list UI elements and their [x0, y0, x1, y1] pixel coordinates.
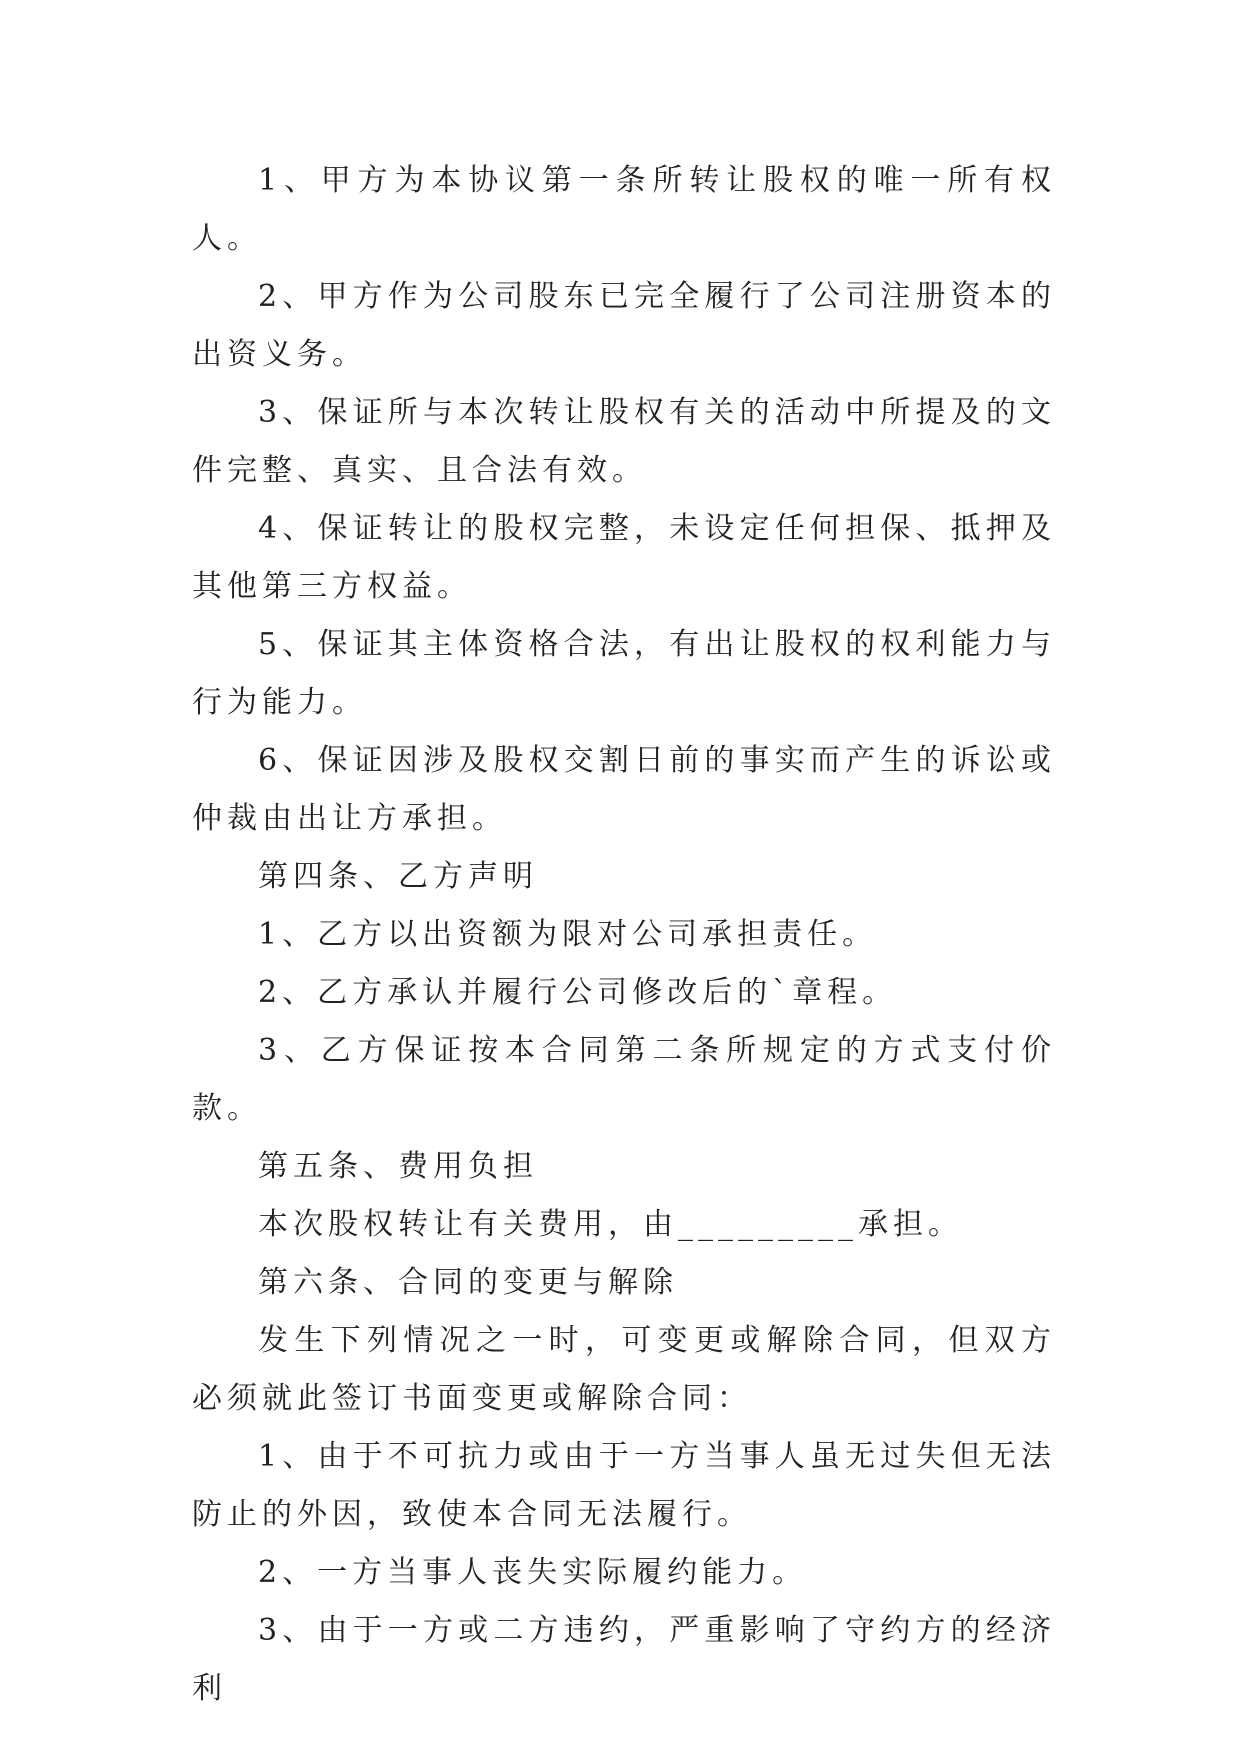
clause-party-a-5: 5、保证其主体资格合法，有出让股权的权利能力与行为能力。	[192, 627, 1056, 720]
clause-party-a-3: 3、保证所与本次转让股权有关的活动中所提及的文件完整、真实、且合法有效。	[192, 395, 1056, 488]
termination-condition-1: 1、由于不可抗力或由于一方当事人虽无过失但无法防止的外因，致使本合同无法履行。	[192, 1439, 1056, 1532]
termination-condition-2: 2、一方当事人丧失实际履约能力。	[258, 1555, 808, 1590]
article-5-heading: 第五条、费用负担	[258, 1149, 538, 1184]
article-4-heading: 第四条、乙方声明	[258, 859, 538, 894]
termination-condition-3: 3、由于一方或二方违约，严重影响了守约方的经济利	[192, 1613, 1056, 1706]
document-body	[192, 152, 1056, 1718]
clause-party-b-1: 1、乙方以出资额为限对公司承担责任。	[258, 917, 878, 952]
clause-party-a-6: 6、保证因涉及股权交割日前的事实而产生的诉讼或仲裁由出让方承担。	[192, 743, 1056, 836]
clause-party-b-2: 2、乙方承认并履行公司修改后的`章程。	[258, 975, 898, 1010]
clause-party-a-4: 4、保证转让的股权完整，未设定任何担保、抵押及其他第三方权益。	[192, 511, 1056, 604]
article-6-heading: 第六条、合同的变更与解除	[258, 1265, 678, 1300]
clause-party-b-3: 3、乙方保证按本合同第二条所规定的方式支付价款。	[192, 1033, 1056, 1126]
clause-party-a-2: 2、甲方作为公司股东已完全履行了公司注册资本的出资义务。	[192, 279, 1056, 372]
fee-clause: 本次股权转让有关费用，由_________承担。	[258, 1207, 963, 1242]
clause-party-a-1: 1、甲方为本协议第一条所转让股权的唯一所有权人。	[192, 163, 1056, 256]
change-termination-intro: 发生下列情况之一时，可变更或解除合同，但双方必须就此签订书面变更或解除合同：	[192, 1323, 1056, 1416]
